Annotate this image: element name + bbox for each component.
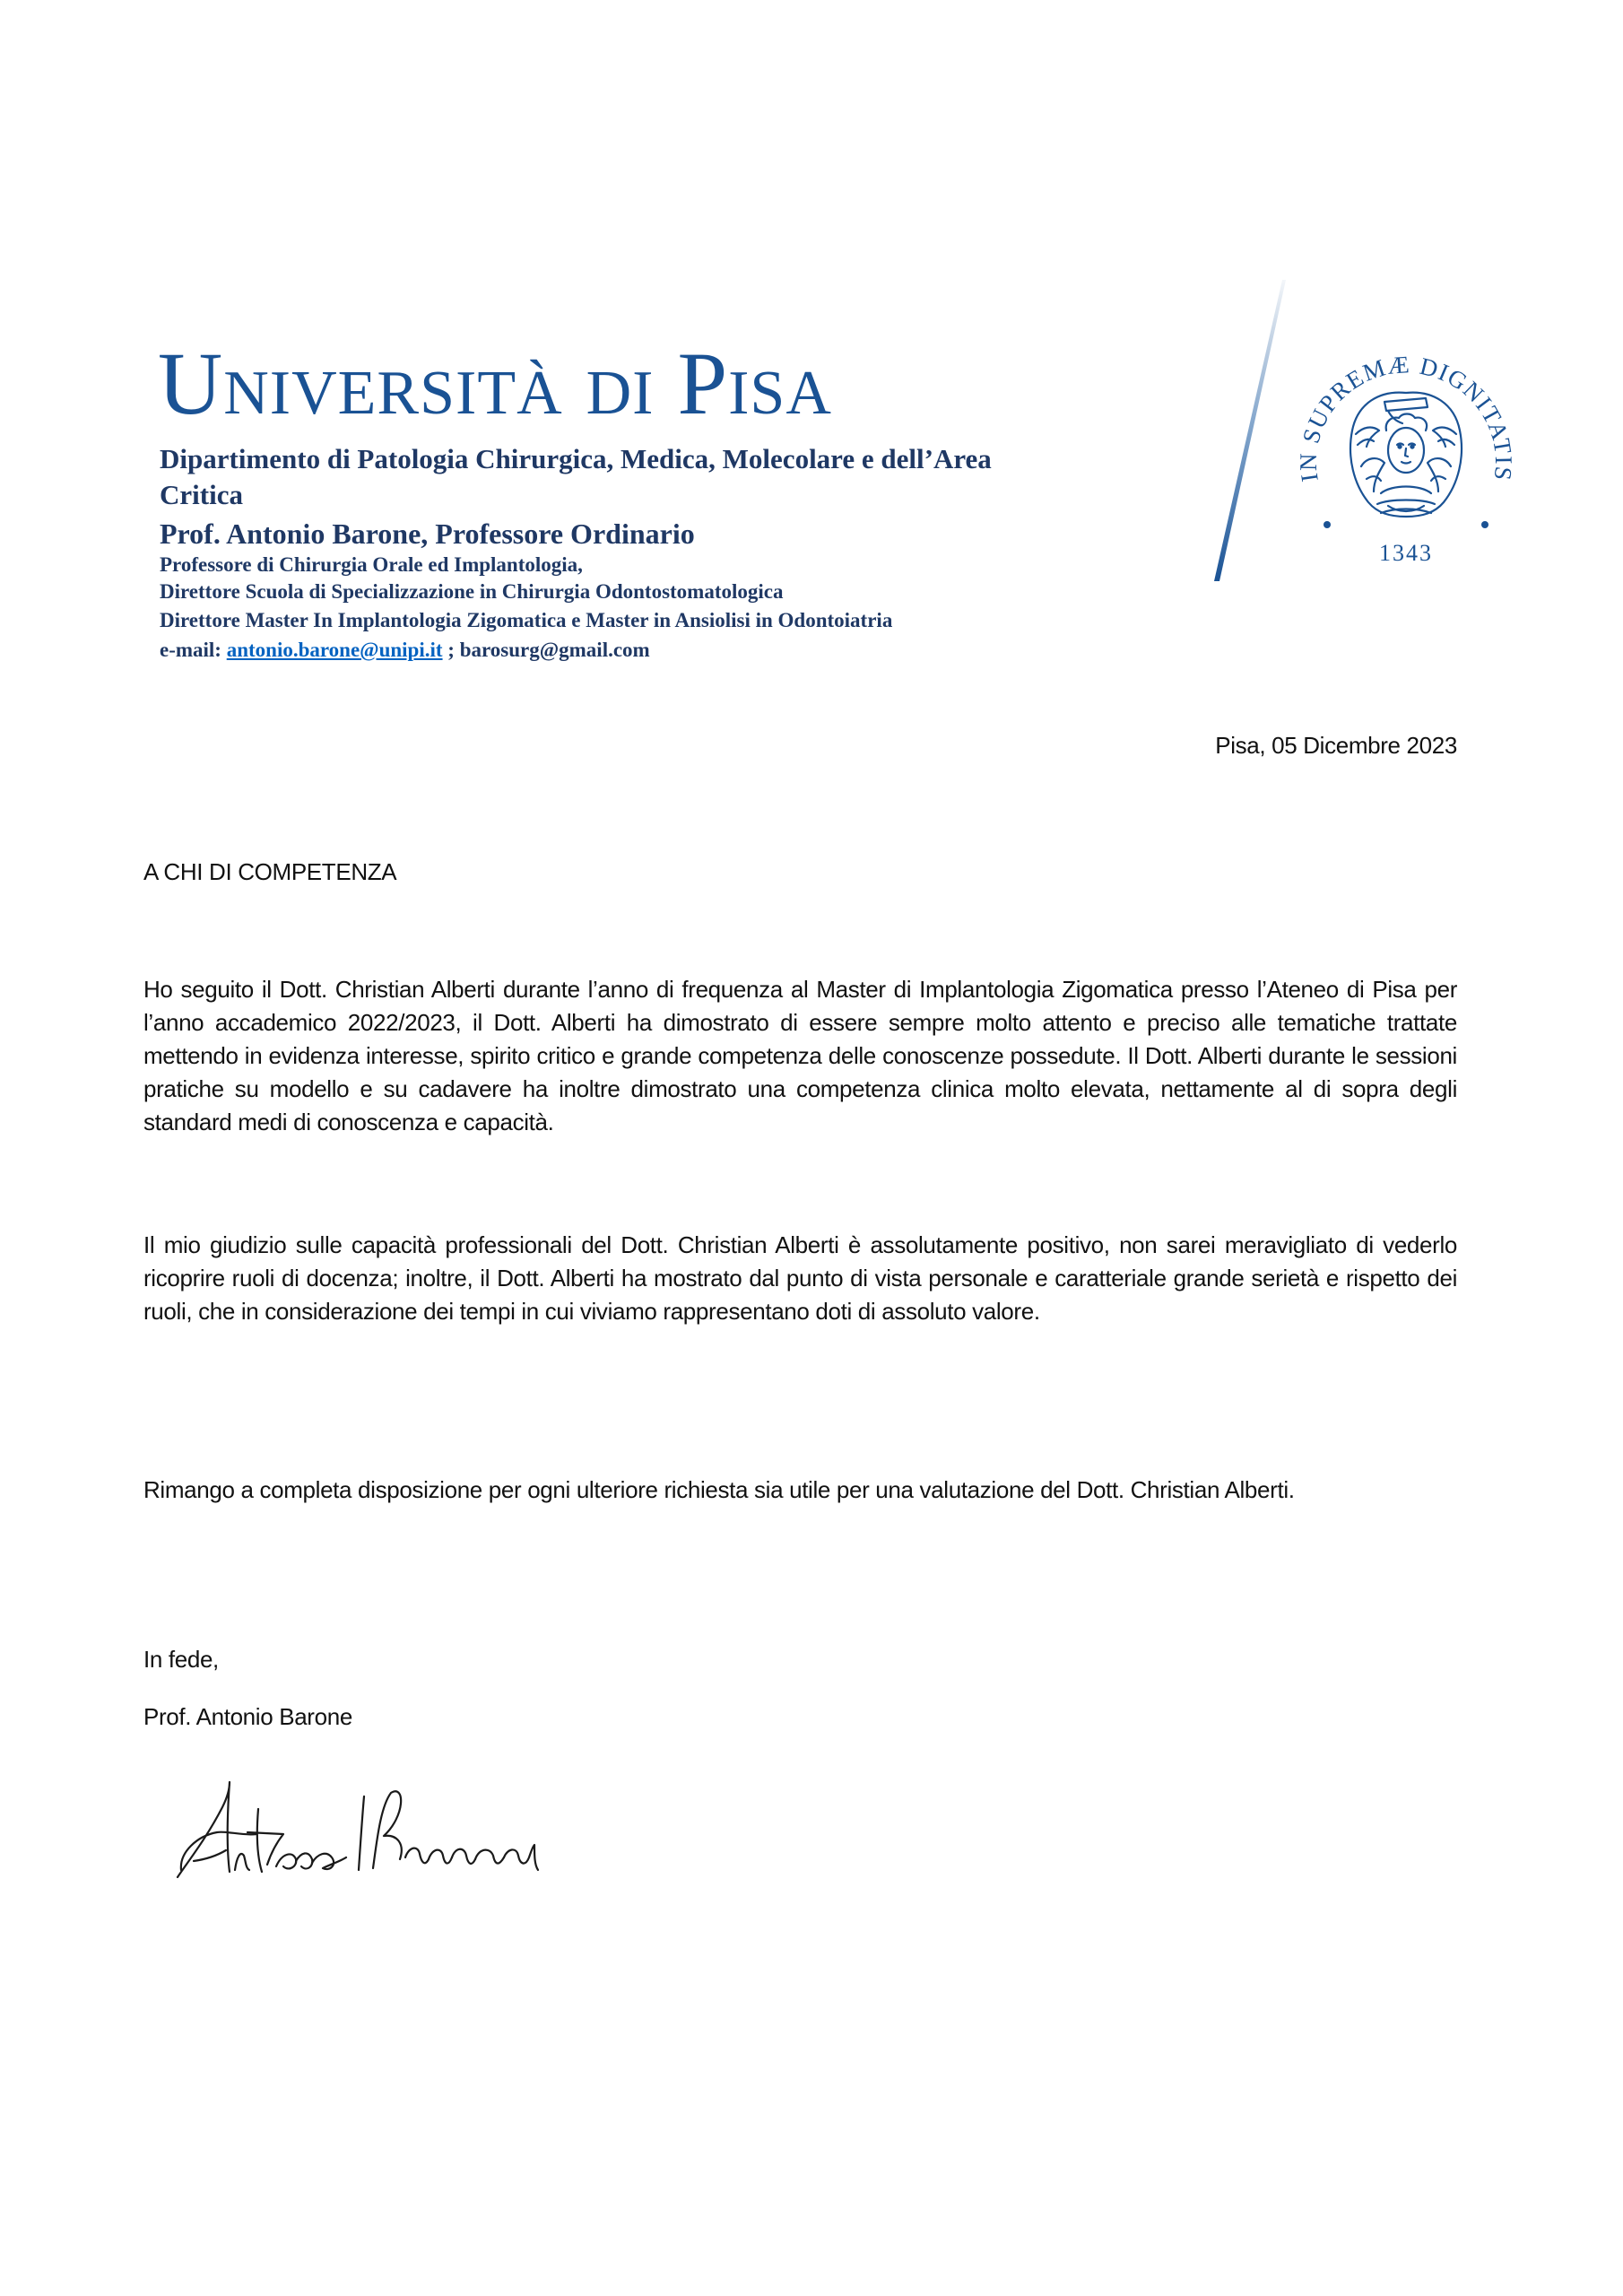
email-line bbox=[160, 638, 650, 663]
letter-paragraph-1: Ho seguito il Dott. Christian Alberti durante l’anno di frequenza al Master di Implantologia Zigomatica presso l’Ateneo di Pisa per l’anno accademico 2022/2023, il Dott. Alberti ha dimostrato di essere sempre molto attento e preciso alle tematiche trattate mettendo in evidenza interesse, spirito critico e grande competenza delle conoscenze possedute. Il Dott. Alberti durante le sessioni pratiche su modello e su cadavere ha inoltre dimostrato una competenza clinica molto elevata, nettamente al di sopra degli standard medi di conoscenza e capacità. bbox=[143, 976, 1457, 1135]
email-separator: ; bbox=[442, 639, 460, 661]
role-line-2: Direttore Scuola di Specializzazione in Chirurgia Odontostomatologica bbox=[160, 580, 784, 603]
handwritten-signature-icon bbox=[170, 1771, 565, 1892]
university-name: Università di Pisa bbox=[158, 334, 832, 433]
email-label: e-mail: bbox=[160, 639, 227, 661]
letter-date: Pisa, 05 Dicembre 2023 bbox=[1215, 732, 1457, 759]
seal-year: 1343 bbox=[1379, 540, 1433, 566]
letter-salutation: A CHI DI COMPETENZA bbox=[143, 858, 397, 885]
professor-name-title: Prof. Antonio Barone, Professore Ordinario bbox=[160, 517, 695, 550]
seal-motto: IN SUPREMÆ DIGNITATIS bbox=[1294, 351, 1518, 484]
letter-paragraph-3: Rimango a completa disposizione per ogni ulteriore richiesta sia utile per una valutazione del Dott. Christian Alberti. bbox=[143, 1476, 1295, 1503]
department-line-1: Dipartimento di Patologia Chirurgica, Medica, Molecolare e dell’Area bbox=[160, 443, 992, 474]
role-line-3: Direttore Master In Implantologia Zigomatica e Master in Ansiolisi in Odontoiatria bbox=[160, 609, 893, 631]
letter-closing: In fede, bbox=[143, 1646, 219, 1673]
role-line-1: Professore di Chirurgia Orale ed Implantologia, bbox=[160, 553, 583, 576]
cherub-seal-icon bbox=[1291, 341, 1521, 570]
email-primary-link[interactable]: antonio.barone@unipi.it bbox=[226, 639, 443, 661]
signer-name: Prof. Antonio Barone bbox=[143, 1703, 352, 1730]
letter-paragraph-2: Il mio giudizio sulle capacità professionali del Dott. Christian Alberti è assolutamente positivo, non sarei meravigliato di vederlo ricoprire ruoli di docenza; inoltre, il Dott. Alberti ha mostrato dal punto di vista personale e caratteriale grande serietà e rispetto dei ruoli, che in considerazione dei tempi in cui viviamo rappresentano doti di assoluto valore. bbox=[143, 1231, 1457, 1325]
email-secondary: barosurg@gmail.com bbox=[459, 639, 650, 661]
department-line-2: Critica bbox=[160, 479, 243, 510]
